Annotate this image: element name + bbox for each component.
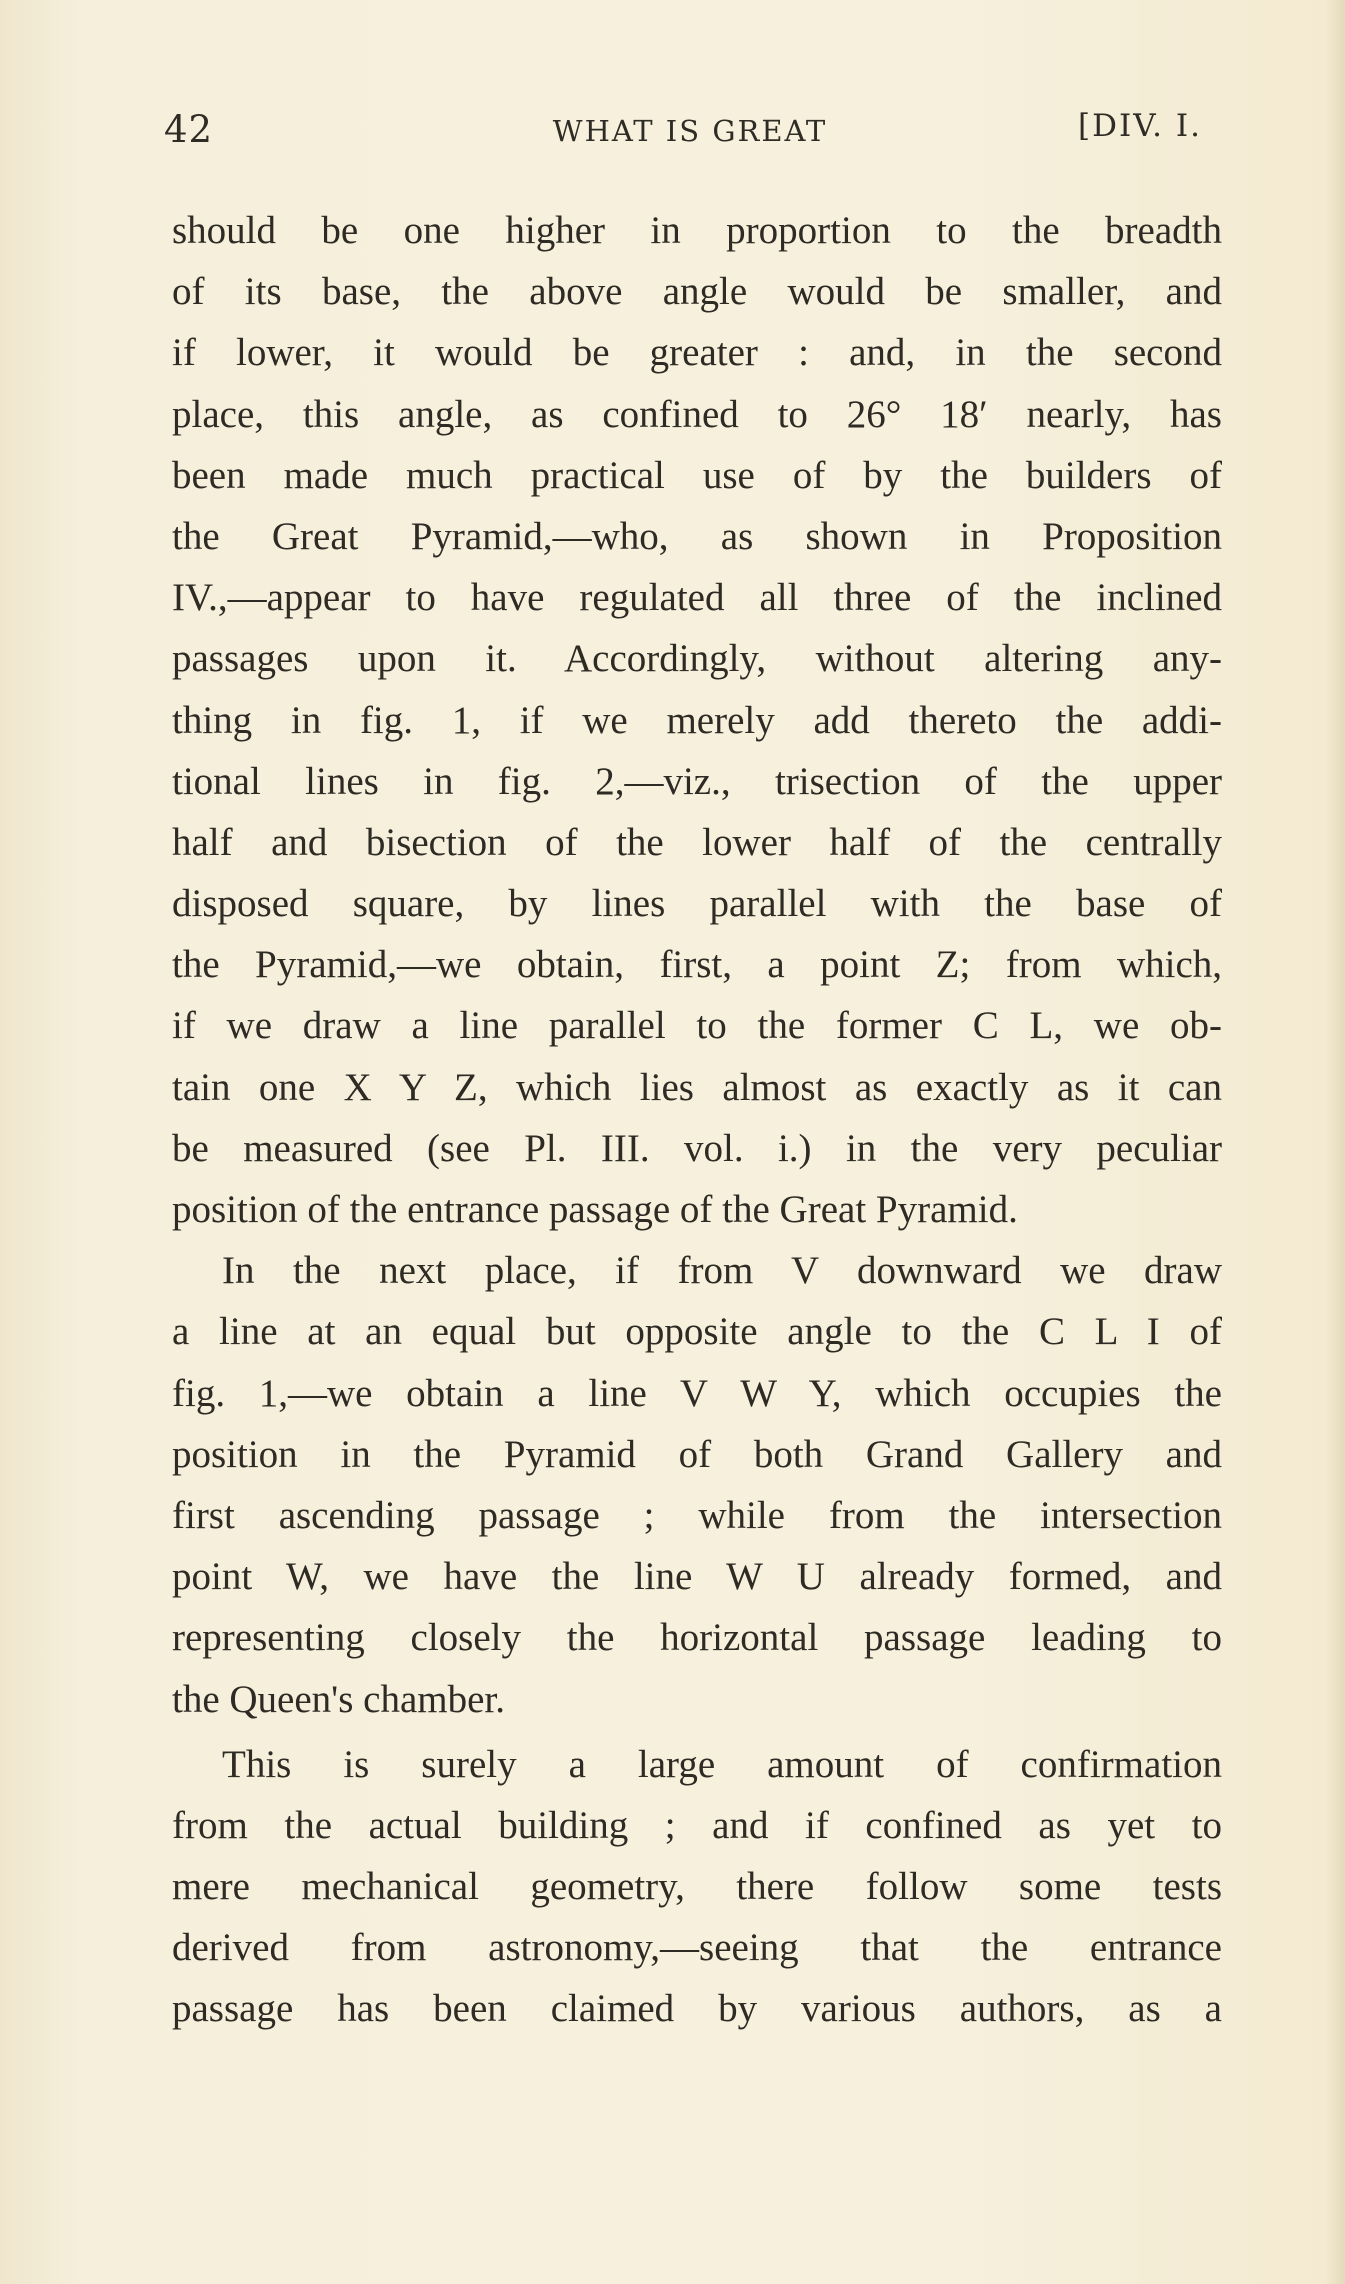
text-line: This is surely a large amount of confirmation — [222, 1742, 1222, 1786]
page-number: 42 — [164, 108, 214, 151]
text-line: been made much practical use of by the builders of — [172, 453, 1222, 497]
text-line: In the next place, if from V downward we draw — [222, 1249, 1222, 1293]
body-text — [172, 200, 1222, 2040]
text-line: half and bisection of the lower half of the centrally — [172, 820, 1222, 864]
text-line: tional lines in fig. 2,—viz., trisection of the upper — [172, 759, 1222, 803]
text-line: mere mechanical geometry, there follow some tests — [172, 1865, 1222, 1909]
division-marker: [DIV. I. — [1078, 108, 1202, 144]
running-header — [160, 108, 1220, 158]
text-line: the Pyramid,—we obtain, first, a point Z; from which, — [172, 943, 1222, 987]
text-line: position of the entrance passage of the Great Pyramid. — [172, 1188, 1018, 1231]
text-line: place, this angle, as confined to 26° 18′ nearly, has — [172, 392, 1222, 436]
text-line: thing in fig. 1, if we merely add thereto the addi- — [172, 698, 1222, 742]
text-line: if we draw a line parallel to the former C L, we ob- — [172, 1004, 1222, 1048]
text-line: fig. 1,—we obtain a line V W Y, which occupies the — [172, 1371, 1222, 1415]
text-line: a line at an equal but opposite angle to the C L I of — [172, 1310, 1222, 1354]
text-line: representing closely the horizontal passage leading to — [172, 1616, 1222, 1660]
text-line: passages upon it. Accordingly, without altering any- — [172, 637, 1222, 681]
text-line: be measured (see Pl. III. vol. i.) in the very peculiar — [172, 1126, 1222, 1170]
text-line: position in the Pyramid of both Grand Gallery and — [172, 1432, 1222, 1476]
text-line: if lower, it would be greater : and, in the second — [172, 331, 1222, 375]
page-edge-shadow — [1325, 0, 1345, 2284]
text-line: first ascending passage ; while from the intersection — [172, 1493, 1222, 1537]
text-line: IV.,—appear to have regulated all three of the inclined — [172, 576, 1222, 620]
text-line: point W, we have the line W U already formed, and — [172, 1555, 1222, 1599]
text-line: should be one higher in proportion to the breadth — [172, 209, 1222, 252]
text-line: from the actual building ; and if confined as yet to — [172, 1803, 1222, 1847]
text-line: the Great Pyramid,—who, as shown in Proposition — [172, 514, 1222, 558]
text-line: passage has been claimed by various authors, as a — [172, 1987, 1222, 2031]
text-line: of its base, the above angle would be smaller, and — [172, 270, 1222, 314]
text-line: the Queen's chamber. — [172, 1677, 505, 1721]
text-line: tain one X Y Z, which lies almost as exactly as it can — [172, 1065, 1222, 1109]
text-line: derived from astronomy,—seeing that the entrance — [172, 1926, 1222, 1970]
text-line: disposed square, by lines parallel with the base of — [172, 882, 1222, 926]
running-title: WHAT IS GREAT — [552, 114, 828, 148]
